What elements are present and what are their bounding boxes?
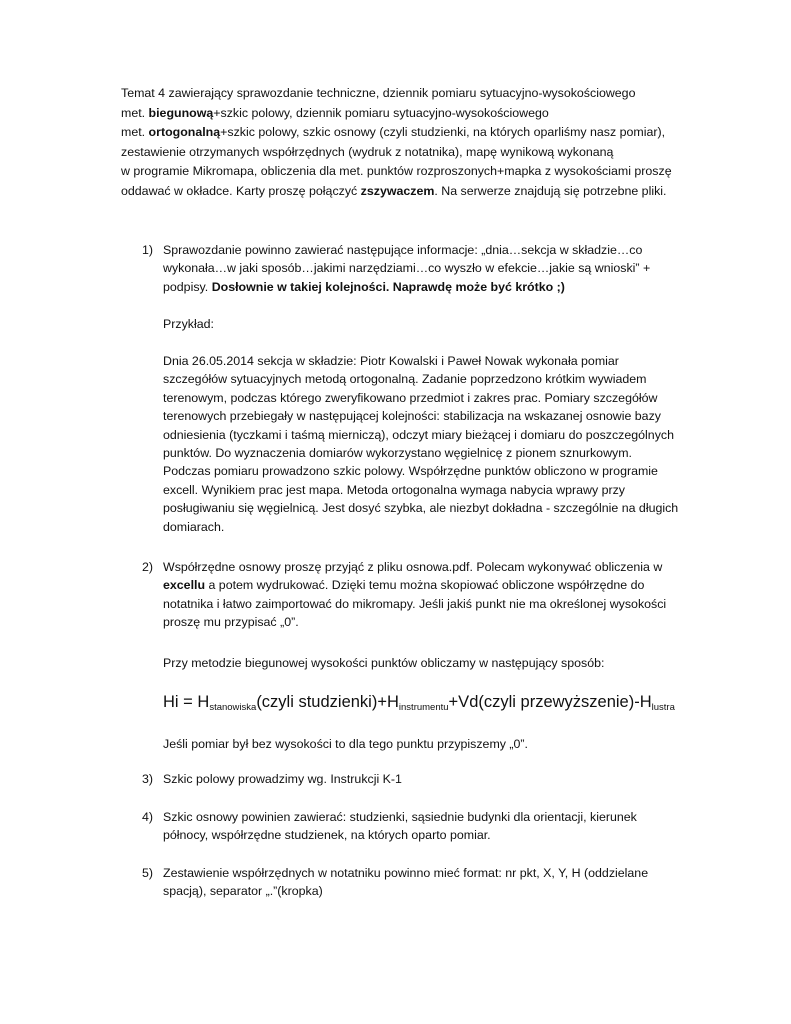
no-height-note: Jeśli pomiar był bez wysokości to dla tego punktu przypiszemy „0”. [163, 737, 528, 751]
text-line: spacją), separator „.”(kropka) [163, 884, 323, 899]
height-formula: $Hi = H_{stanowiska}(czyli$ $studzienki)+H_{instrumentu}+Vd(czyli$ $przewyższenie)-H_{lustra}$ [163, 693, 675, 713]
bold-term: excellu [163, 578, 206, 593]
text-line: proszę mu przypisać „0”. [163, 615, 299, 630]
example-label: Przykład: [163, 317, 214, 331]
list-number: 3) [142, 772, 154, 786]
text-line: zestawienie otrzymanych współrzędnych (wydruk z notatnika), mapę wynikową wykonaną [121, 144, 614, 159]
text-line: Szkic polowy prowadzimy wg. Instrukcji K-1 [163, 772, 402, 786]
text-line: Sprawozdanie powinno zawierać następujące informacje: „dnia…sekcja w składzie…co [163, 243, 643, 257]
bold-term: biegunową [148, 105, 214, 120]
bold-term: zszywaczem [360, 183, 435, 198]
text-line: wykonała…w jaki sposób…jakimi narzędziami…co wyszło w efekcie…jakie są wnioski” + [163, 261, 651, 276]
text-line: met. ortogonalną+szkic polowy, szkic osnowy (czyli studzienki, na których oparliśmy nasz pomiar), [121, 125, 666, 140]
list-number: 1) [142, 243, 154, 257]
text-line: excellu a potem wydrukować. Dzięki temu można skopiować obliczone współrzędne do [163, 578, 645, 593]
method-paragraph: Przy metodzie biegunowej wysokości punktów obliczamy w następujący sposób: [163, 656, 605, 670]
text-line: w programie Mikromapa, obliczenia dla met. punktów rozproszonych+mapka z wysokościami proszę [121, 164, 672, 179]
example-paragraph: Dnia 26.05.2014 sekcja w składzie: Piotr Kowalski i Paweł Nowak wykonała pomiar szczegółów sytuacyjnych metodą ortogonalną. Zadanie poprzedzono krótkim wywiadem terenowym, podczas którego zweryfikowano przedmiot i zakres prac. Pomiary szczegółów terenowych przebiegały w następującej kolejności: stabilizacja na wskazanej osnowie bazy odniesienia (tyczkami i taśmą mierniczą), odczyt miary bieżącej i domiaru do poszczególnych punktów. Do wyznaczenia domiarów wykorzystano węgielnicę z pionem sznurkowym. Podczas pomiaru prowadzono szkic polowy. Współrzędne punktów obliczono w programie excell. Wynikiem prac jest mapa. Metoda ortogonalna wymaga nabycia wprawy przy posługiwaniu się węgielnicą. Jest dosyć szybka, ale niezbyt dokładna - szczególnie na długich domiarach. [163, 354, 679, 534]
text-line: podpisy. Dosłownie w takiej kolejności. Naprawdę może być krótko ;) [163, 279, 565, 294]
bold-term: ortogonalną [148, 125, 221, 140]
text-line: Zestawienie współrzędnych w notatniku powinno mieć format: nr pkt, X, Y, H (oddzielane [163, 866, 649, 880]
text-line: Współrzędne osnowy proszę przyjąć z pliku osnowa.pdf. Polecam wykonywać obliczenia w [163, 560, 663, 574]
list-number: 2) [142, 560, 154, 574]
text-line: Szkic osnowy powinien zawierać: studzienki, sąsiednie budynki dla orientacji, kierunek [163, 810, 637, 824]
text-line: północy, współrzędne studzienek, na których oparto pomiar. [163, 828, 491, 843]
text-line: met. biegunową+szkic polowy, dziennik pomiaru sytuacyjno-wysokościowego [121, 105, 549, 120]
list-number: 4) [142, 810, 154, 824]
text-line: oddawać w okładce. Karty proszę połączyć zszywaczem. Na serwerze znajdują się potrzebne pliki. [121, 183, 667, 198]
text-line: notatnika i łatwo zaimportować do mikromapy. Jeśli jakiś punkt nie ma określonej wysokości [163, 596, 667, 611]
bold-emphasis: Dosłownie w takiej kolejności. Naprawdę może być krótko ;) [211, 279, 565, 294]
text-line: Temat 4 zawierający sprawozdanie techniczne, dziennik pomiaru sytuacyjno-wysokościowego [121, 86, 636, 100]
intro-paragraph [121, 84, 681, 202]
list-number: 5) [142, 866, 154, 880]
